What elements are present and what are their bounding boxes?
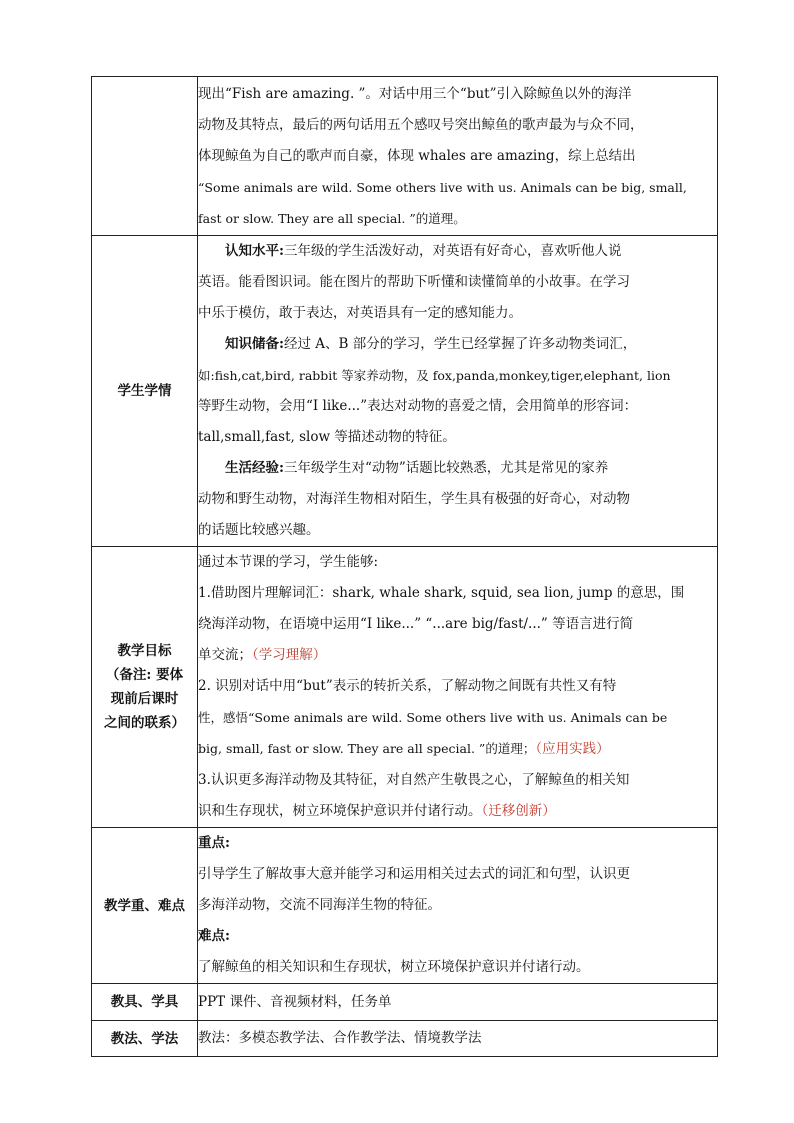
knowledge-line: 知识储备:经过 A、B 部分的学习，学生已经掌握了许多动物类词汇，	[225, 336, 637, 352]
text-line: 性，感悟“Some animals are wild. Some others live with us. Animals can be	[198, 710, 668, 725]
text-line: tall,small,fast, slow 等描述动物的特征。	[198, 429, 456, 445]
text-line: fast or slow. They are all special. ”的道理。	[198, 210, 466, 226]
table-row	[92, 1021, 718, 1057]
objectives-cell	[198, 547, 718, 828]
goal-level-tag: （学习理解）	[252, 647, 327, 663]
table-row	[92, 828, 718, 984]
row-label-aids: 教具、学具	[92, 984, 198, 1021]
text-line: “Some animals are wild. Some others live with us. Animals can be big, small,	[198, 179, 687, 195]
text-line: 现出“Fish are amazing. ”。对话中用三个“but”引入除鲸鱼以外的海洋	[198, 85, 632, 102]
text-line: 英语。能看图识词。能在图片的帮助下听懂和读懂简单的小故事。在学习	[198, 274, 630, 290]
text-line: 3.认识更多海洋动物及其特征，对自然产生敬畏之心，了解鲸鱼的相关知	[198, 772, 630, 788]
student-situation-cell	[198, 236, 718, 547]
row-label-methods: 教法、学法	[92, 1021, 198, 1057]
knowledge-title: 知识储备:	[225, 336, 284, 352]
text-line: 多海洋动物，交流不同海洋生物的特征。	[198, 897, 441, 913]
text-line: 单交流；（学习理解）	[198, 647, 327, 663]
text-line: 了解鲸鱼的相关知识和生存现状，树立环境保护意识并付诸行动。	[198, 959, 590, 975]
text-line: 中乐于模仿，敢于表达，对英语具有一定的感知能力。	[198, 305, 522, 321]
row-label-student-situation: 学生学情	[92, 236, 198, 547]
cognition-title: 认知水平:	[225, 243, 284, 259]
difficult-title: 难点:	[198, 928, 230, 944]
goal-level-tag: （迁移创新）	[481, 803, 556, 819]
text-line: 动物及其特点，最后的两句话用五个感叹号突出鲸鱼的歌声最为与众不同，	[198, 116, 644, 133]
text-line: 1.借助图片理解词汇：shark, whale shark, squid, sea lion, jump 的意思，围	[198, 585, 685, 601]
life-line: 生活经验:三年级学生对“动物”话题比较熟悉，尤其是常见的家养	[225, 460, 609, 476]
table-row	[92, 77, 718, 236]
text-line: 通过本节课的学习，学生能够:	[198, 554, 379, 570]
text-line: 的话题比较感兴趣。	[198, 522, 320, 538]
aids-cell	[198, 984, 718, 1021]
lesson-plan-table	[91, 76, 718, 1057]
row-label-key-difficult: 教学重、难点	[92, 828, 198, 984]
text-line: 绕海洋动物，在语境中运用“I like...” “...are big/fast/...” 等语言进行简	[198, 616, 634, 632]
text-analysis-cell	[198, 77, 718, 236]
text-line: 如:fish,cat,bird, rabbit 等家养动物，及 fox,panda,monkey,tiger,elephant, lion	[198, 368, 671, 383]
text-line: 2. 识别对话中用“but”表示的转折关系，了解动物之间既有共性又有特	[198, 678, 617, 694]
table-row	[92, 236, 718, 547]
text-line: 教法：多模态教学法、合作教学法、情境教学法	[198, 1030, 482, 1046]
key-difficult-cell	[198, 828, 718, 984]
table-row	[92, 547, 718, 828]
life-title: 生活经验:	[225, 460, 284, 476]
text-line: 识和生存现状，树立环境保护意识并付诸行动。（迁移创新）	[198, 803, 556, 819]
row-label-objectives: 教学目标 （备注: 要体 现前后课时 之间的联系）	[92, 547, 198, 828]
text-line: 动物和野生动物，对海洋生物相对陌生，学生具有极强的好奇心，对动物	[198, 491, 630, 507]
text-line: PPT 课件、音视频材料，任务单	[198, 993, 392, 1010]
methods-cell	[198, 1021, 718, 1057]
cognition-line: 认知水平:三年级的学生活泼好动，对英语有好奇心，喜欢听他人说	[225, 243, 622, 259]
text-line: big, small, fast or slow. They are all special. ”的道理；（应用实践）	[198, 741, 610, 757]
goal-level-tag: （应用实践）	[535, 741, 610, 757]
text-line: 引导学生了解故事大意并能学习和运用相关过去式的词汇和句型，认识更	[198, 866, 630, 882]
key-title: 重点:	[198, 835, 230, 851]
text-line: 等野生动物，会用“I like...”表达对动物的喜爱之情，会用简单的形容词：	[198, 398, 638, 414]
table-row	[92, 984, 718, 1021]
text-line: 体现鲸鱼为自己的歌声而自豪，体现 whales are amazing，综上总结出	[198, 147, 636, 164]
row-label-empty	[92, 77, 198, 236]
